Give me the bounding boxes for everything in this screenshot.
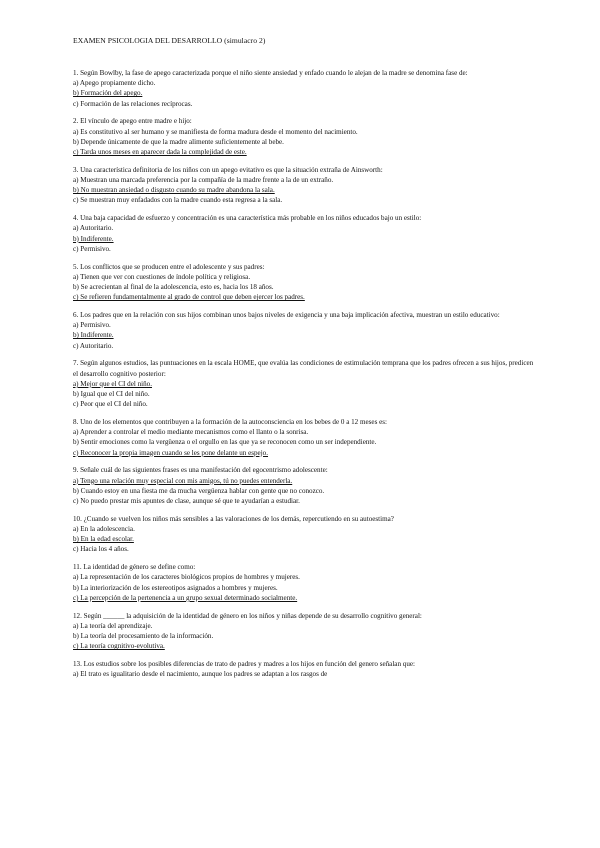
answer-option: c) Se muestran muy enfadados con la madre cuando esta regresa a la sala. (73, 196, 283, 205)
question-stem: 2. El vínculo de apego entre madre e hijo: (73, 117, 192, 126)
question-block (73, 262, 535, 303)
question-block (73, 659, 535, 679)
question-block (73, 514, 535, 555)
question-stem: 4. Una baja capacidad de esfuerzo y concentración es una característica más probable en los niños educados bajo un estilo: (73, 214, 422, 223)
answer-option: b) Sentir emociones como la vergüenza o el orgullo en las que ya se reconocen como un ser independiente. (73, 438, 377, 447)
answer-option: b) Indiferente. (73, 331, 114, 340)
answer-option: b) No muestran ansiedad o disgusto cuando su madre abandona la sala. (73, 186, 275, 195)
answer-option: c) Permisivo. (73, 244, 111, 253)
question-block (73, 465, 535, 506)
answer-option: b) En la edad escolar. (73, 535, 134, 544)
question-block (73, 611, 535, 652)
answer-option: c) La teoría cognitivo-evolutiva. (73, 642, 165, 651)
answer-option: a) Muestran una marcada preferencia por la compañía de la madre frente a la de un extraño. (73, 176, 334, 185)
question-stem: 10. ¿Cuando se vuelven los niños más sensibles a las valoraciones de los demás, repercutiendo en su autoestima? (73, 514, 394, 523)
answer-option: c) Autoritario. (73, 341, 114, 350)
answer-option: c) Peor que el CI del niño. (73, 400, 148, 409)
answer-option: b) La teoría del procesamiento de la información. (73, 632, 214, 641)
answer-option: a) Tienen que ver con cuestiones de índole política y religiosa. (73, 272, 251, 281)
answer-option: c) Hacia los 4 años. (73, 545, 129, 554)
answer-option: b) Cuando estoy en una fiesta me da mucha vergüenza hablar con gente que no conozco. (73, 486, 325, 495)
answer-option: a) Mejor que el CI del niño. (73, 379, 152, 388)
answer-option: c) La percepción de la pertenencia a un grupo sexual determinado socialmente. (73, 593, 298, 602)
answer-option: a) La teoría del aprendizaje. (73, 621, 153, 630)
question-stem: 3. Una característica definitoria de los niños con un apego evitativo es que la situación extraña de Ainsworth: (73, 165, 383, 174)
answer-option: a) Permisivo. (73, 321, 111, 330)
question-block (73, 358, 535, 409)
answer-option: b) Se acrecientan al final de la adolescencia, esto es, hacia los 18 años. (73, 283, 274, 292)
answer-option: b) La interiorización de los estereotipos asignados a hombres y mujeres. (73, 583, 278, 592)
answer-option: c) Formación de las relaciones recíprocas. (73, 99, 193, 108)
answer-option: b) Igual que el CI del niño. (73, 390, 150, 399)
question-stem: 13. Los estudios sobre los posibles diferencias de trato de padres y madres a los hijos en función del genero señalan que: (73, 660, 415, 669)
question-stem: 6. Los padres que en la relación con sus hijos combinan unos bajos niveles de exigencia y una baja implicación afectiva, muestran un estilo educativo: (73, 311, 500, 320)
answer-option: a) Aprender a controlar el medio mediante mecanismos como el llanto o la sonrisa. (73, 428, 309, 437)
answer-option: a) Es constitutivo al ser humano y se manifiesta de forma madura desde el momento del nacimiento. (73, 127, 358, 136)
question-list (73, 68, 535, 687)
question-stem: 5. Los conflictos que se producen entre el adolescente y sus padres: (73, 262, 265, 271)
answer-option: b) Depende únicamente de que la madre alimente suficientemente al bebe. (73, 137, 284, 146)
question-stem: 11. La identidad de género se define como: (73, 563, 196, 572)
question-stem: 12. Según ______ la adquisición de la identidad de género en los niños y niñas depende de su desarrollo cognitivo general: (73, 611, 422, 620)
answer-option: c) Reconocer la propia imagen cuando se les pone delante un espejo. (73, 448, 269, 457)
answer-option: b) Formación del apego. (73, 89, 143, 98)
answer-option: a) El trato es igualitario desde el nacimiento, aunque los padres se adaptan a los rasgos de (73, 670, 328, 679)
exam-title: EXAMEN PSICOLOGIA DEL DESARROLLO (simulacro 2) (73, 36, 266, 45)
question-block (73, 417, 535, 458)
question-block (73, 310, 535, 351)
question-block (73, 165, 535, 206)
answer-option: a) Tengo una relación muy especial con mis amigos, tú no puedes entenderla. (73, 476, 293, 485)
answer-option: a) En la adolescencia. (73, 525, 135, 534)
question-block (73, 116, 535, 157)
question-block (73, 213, 535, 254)
question-block (73, 68, 535, 109)
question-block (73, 562, 535, 603)
answer-option: a) La representación de los caracteres biológicos propios de hombres y mujeres. (73, 573, 300, 582)
answer-option: c) Se refieren fundamentalmente al grado de control que deben ejercer los padres. (73, 293, 305, 302)
question-stem: 1. Según Bowlby, la fase de apego caracterizada porque el niño siente ansiedad y enfado cuando le alejan de la madre se denomina fase de: (73, 69, 468, 77)
answer-option: a) Autoritario. (73, 224, 114, 233)
answer-option: c) No puedo prestar mis apuntes de clase, aunque sé que te ayudarían a estudiar. (73, 497, 300, 506)
answer-option: a) Apego propiamente dicho. (73, 79, 156, 88)
question-stem: 9. Señale cuál de las siguientes frases es una manifestación del egocentrismo adolescente: (73, 466, 328, 475)
question-stem: 8. Uno de los elementos que contribuyen a la formación de la autoconsciencia en los bebes de 0 a 12 meses es: (73, 418, 387, 427)
answer-option: b) Indiferente. (73, 234, 114, 243)
question-stem: 7. Según algunos estudios, las puntuaciones en la escala HOME, que evalúa las condiciones de estimulación temprana que los padres ofrecen a sus hijos, predicen el desarrollo cognitivo posterior: (73, 359, 534, 378)
answer-option: c) Tarda unos meses en aparecer dada la complejidad de este. (73, 148, 247, 157)
